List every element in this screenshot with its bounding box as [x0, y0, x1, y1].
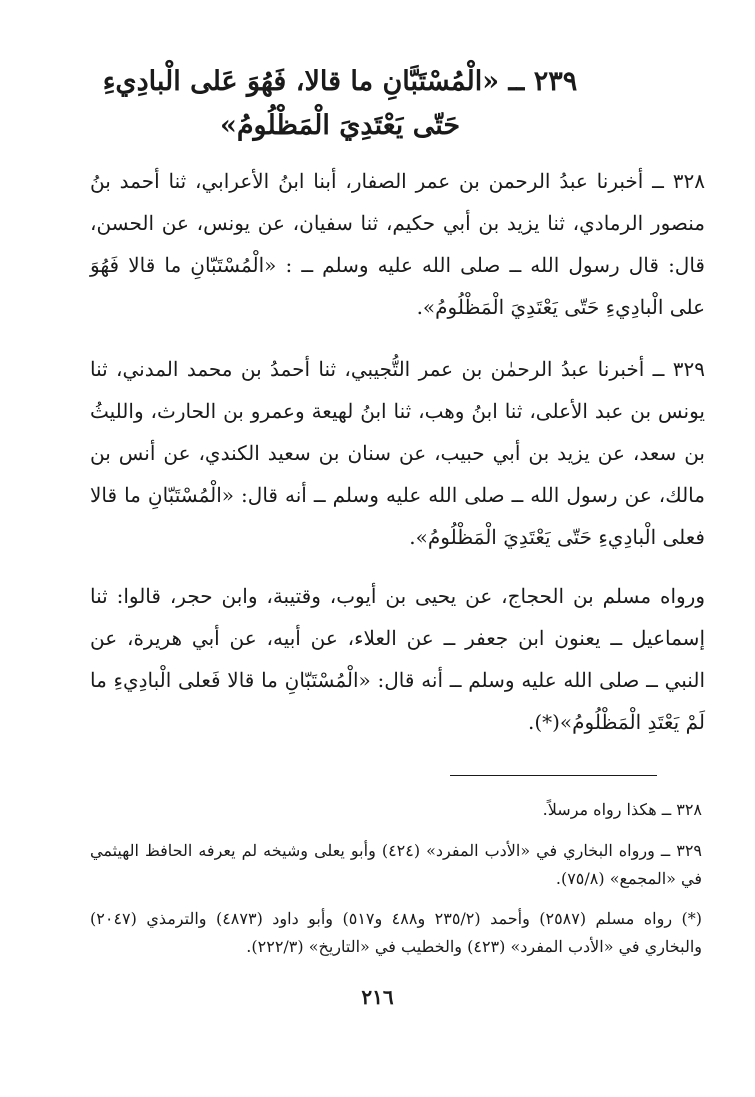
footnote-328: ٣٢٨ ــ هكذا رواه مرسلاً. [542, 800, 702, 819]
hadith-328-paragraph: ٣٢٨ ــ أخبرنا عبدُ الرحمن بن عمر الصفار، أبنا ابنُ الأعرابي، ثنا أحمد بنُ منصور الرمادي، ثنا يزيد بن أبي حكيم، ثنا سفيان، عن يونس، عن الحسن، قال: قال رسول الله ــ صلى الله عليه وسلم ــ : «الْمُسْتَبّانِ ما قالا فَهُوَ على الْبادِيءِ حَتّى يَعْتَدِيَ الْمَظْلُومُ». [90, 169, 705, 319]
hadith-329-paragraph: ٣٢٩ ــ أخبرنا عبدُ الرحمٰن بن عمر التُّجيبي، ثنا أحمدُ بن محمد المدني، ثنا يونس بن عبد الأعلى، ثنا ابنُ وهب، ثنا ابنُ لهيعة وعمرو بن الحارث، والليثُ بن سعد، عن يزيد بن أبي حبيب، عن سنان بن سعيد الكندي، عن أنس بن مالك، عن رسول الله ــ صلى الله عليه وسلم ــ أنه قال: «الْمُسْتَبّانِ ما قالا فعلى الْبادِيءِ حَتّى يَعْتَدِيَ الْمَظْلُومُ». [90, 357, 705, 549]
muslim-narration-paragraph: ورواه مسلم بن الحجاج، عن يحيى بن أيوب، وقتيبة، وابن حجر، قالوا: ثنا إسماعيل ــ يعنون ابن جعفر ــ عن العلاء، عن أبيه، عن أبي هريرة، عن النبي ــ صلى الله عليه وسلم ــ أنه قال: «الْمُسْتَبّانِ ما قالا فَعلى الْبادِيءِ ما لَمْ يَعْتَدِ الْمَظْلُومُ»(*). [90, 584, 705, 734]
page-number: ٢١٦ [361, 985, 394, 1009]
footnote-star: (*) رواه مسلم (٢٥٨٧) وأحمد (٢٣٥/٢ و٤٨٨ و٥١٧) وأبو داود (٤٨٧٣) والترمذي (٢٠٤٧) والبخاري في «الأدب المفرد» (٤٢٣) والخطيب في «التاريخ» (٢٢٢/٣). [90, 909, 702, 956]
chapter-heading-line-1: ٢٣٩ ــ «الْمُسْتَبَّانِ ما قالا، فَهُوَ عَلى الْبادِيءِ [102, 66, 578, 97]
footnote-329: ٣٢٩ ــ ورواه البخاري في «الأدب المفرد» (٤٢٤) وأبو يعلى وشيخه لم يعرفه الحافظ الهيثمي في «المجمع» (٧٥/٨). [90, 841, 703, 888]
footnote-divider [450, 775, 657, 776]
chapter-heading-line-2: حَتّى يَعْتَدِيَ الْمَظْلُومُ» [219, 110, 461, 141]
